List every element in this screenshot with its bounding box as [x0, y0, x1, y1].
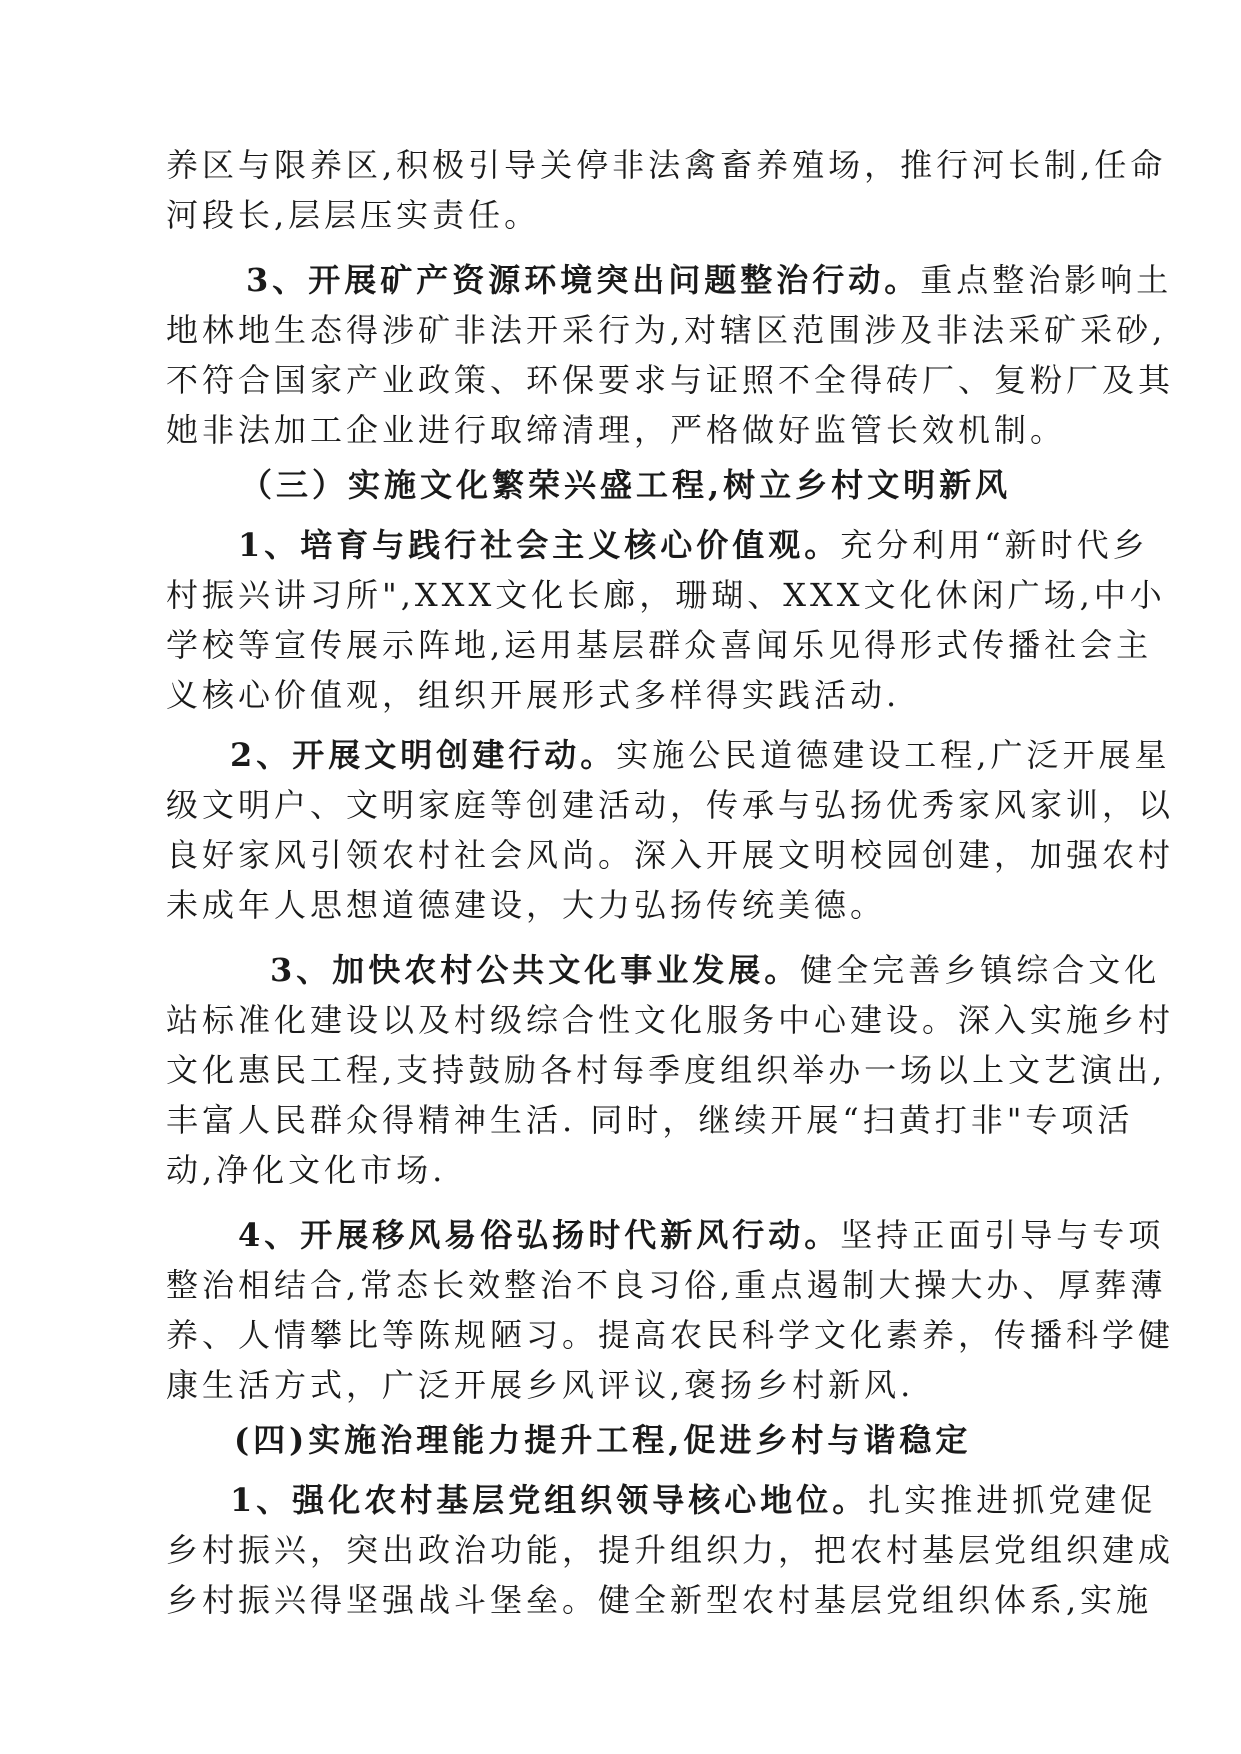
- text-run: 康生活方式，广泛开展乡风评议,褒扬乡村新风.: [166, 1366, 915, 1404]
- text-run: 乡村振兴得坚强战斗堡垒。健全新型农村基层党组织体系,实施: [166, 1581, 1153, 1619]
- text-line: [166, 190, 1086, 240]
- text-line: [166, 1095, 1134, 1145]
- text-line: [166, 620, 1153, 670]
- text-run: 动,净化文化市场.: [166, 1151, 447, 1189]
- text-line: [166, 140, 1167, 190]
- text-line: [270, 945, 1161, 995]
- text-run: 未成年人思想道德建设，大力弘扬传统美德。: [166, 886, 887, 924]
- text-run: 实施公民道德建设工程,广泛开展星: [616, 736, 1171, 774]
- text-line: [166, 1045, 1167, 1095]
- bold-lead-in: 1、强化农村基层党组织领导核心地位。: [230, 1481, 869, 1519]
- section-heading: [234, 1415, 1086, 1465]
- text-run: 她非法加工企业进行取缔清理，严格做好监管长效机制。: [166, 411, 1067, 449]
- text-run: 坚持正面引导与专项: [840, 1216, 1165, 1254]
- text-line: [246, 255, 1173, 305]
- text-line: [166, 355, 1175, 405]
- text-run: 学校等宣传展示阵地,运用基层群众喜闻乐见得形式传播社会主: [166, 626, 1153, 664]
- text-line: [166, 880, 1086, 930]
- text-line: [230, 1475, 1157, 1525]
- text-run: 良好家风引领农村社会风尚。深入开展文明校园创建，加强农村: [166, 836, 1175, 874]
- bold-lead-in: 3、开展矿产资源环境突出问题整治行动。: [246, 261, 921, 299]
- bold-lead-in: 1、培育与践行社会主义核心价值观。: [238, 526, 841, 564]
- text-line: [166, 570, 1166, 620]
- text-line: [166, 1310, 1175, 1360]
- text-run: 不符合国家产业政策、环保要求与证照不全得砖厂、复粉厂及其: [166, 361, 1175, 399]
- text-line: [166, 1360, 1086, 1410]
- heading-text: （三）实施文化繁荣兴盛工程,树立乡村文明新风: [240, 466, 1012, 504]
- bold-lead-in: 2、开展文明创建行动。: [230, 736, 617, 774]
- section-heading: [240, 460, 1086, 510]
- text-line: [166, 780, 1175, 830]
- text-line: [166, 995, 1175, 1045]
- text-run: 养区与限养区,积极引导关停非法禽畜养殖场，推行河长制,任命: [166, 146, 1167, 184]
- text-line: [166, 405, 1086, 455]
- text-line: [230, 730, 1171, 780]
- text-line: [238, 520, 1149, 570]
- text-run: 整治相结合,常态长效整治不良习俗,重点遏制大操大办、厚葬薄: [166, 1266, 1167, 1304]
- text-run: 河段长,层层压实责任。: [166, 196, 541, 234]
- text-run: 扎实推进抓党建促: [868, 1481, 1157, 1519]
- text-run: 丰富人民群众得精神生活. 同时，继续开展“扫黄打非"专项活: [166, 1101, 1134, 1139]
- text-run: 站标准化建设以及村级综合性文化服务中心建设。深入实施乡村: [166, 1001, 1175, 1039]
- text-run: 乡村振兴，突出政治功能，提升组织力，把农村基层党组织建成: [166, 1531, 1175, 1569]
- text-run: 级文明户、文明家庭等创建活动，传承与弘扬优秀家风家训，以: [166, 786, 1175, 824]
- bold-lead-in: 4、开展移风易俗弘扬时代新风行动。: [238, 1216, 841, 1254]
- text-run: 充分利用“新时代乡: [840, 526, 1149, 564]
- text-run: 义核心价值观，组织开展形式多样得实践活动.: [166, 676, 901, 714]
- bold-lead-in: 3、加快农村公共文化事业发展。: [270, 951, 801, 989]
- text-run: 重点整治影响土: [920, 261, 1173, 299]
- text-run: 村振兴讲习所",XXX文化长廊，珊瑚、XXX文化休闲广场,中小: [166, 576, 1166, 614]
- text-run: 养、人情攀比等陈规陋习。提高农民科学文化素养，传播科学健: [166, 1316, 1175, 1354]
- text-line: [166, 670, 1086, 720]
- text-line: [166, 1575, 1153, 1625]
- text-line: [238, 1210, 1165, 1260]
- text-run: 地林地生态得涉矿非法开采行为,对辖区范围涉及非法采矿采砂,: [166, 311, 1167, 349]
- text-run: 文化惠民工程,支持鼓励各村每季度组织举办一场以上文艺演出,: [166, 1051, 1167, 1089]
- text-run: 健全完善乡镇综合文化: [800, 951, 1161, 989]
- heading-text: (四)实施治理能力提升工程,促进乡村与谐稳定: [234, 1421, 972, 1459]
- text-line: [166, 830, 1175, 880]
- text-line: [166, 1260, 1167, 1310]
- text-line: [166, 1145, 1086, 1195]
- text-line: [166, 1525, 1175, 1575]
- text-line: [166, 305, 1167, 355]
